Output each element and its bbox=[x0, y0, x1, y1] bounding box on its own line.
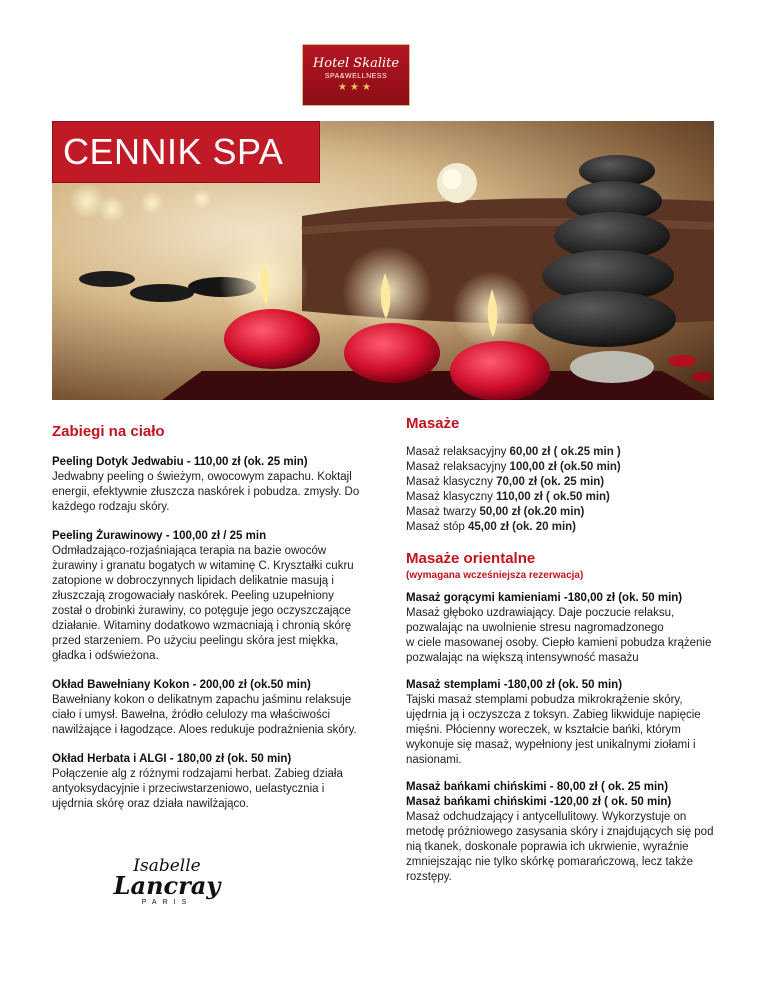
item-desc-line: rozstępy. bbox=[406, 871, 452, 883]
massage-name: Masaż twarzy bbox=[406, 506, 480, 518]
massage-name: Masaż relaksacyjny bbox=[406, 446, 510, 458]
massages-section bbox=[406, 416, 726, 885]
item-desc-line: działanie. Witaminy dodatkowo wzmacniają i chronią skórę bbox=[52, 620, 352, 632]
item-desc-line: nasionami. bbox=[406, 754, 462, 766]
item-desc-line: energii, efektywnie złuszcza naskórek i pobudza. zmysły. Do bbox=[52, 486, 360, 498]
item-desc-line: Połączenie alg z różnymi rodzajami herbat. Zabieg działa bbox=[52, 768, 343, 780]
brand-line-1: Isabelle bbox=[133, 856, 201, 876]
massage-price-line bbox=[406, 520, 726, 535]
item-title: Peeling Żurawinowy - 100,00 zł / 25 min bbox=[52, 530, 267, 542]
item-desc-line: wykonuje się masaż, wypełniony jest unikalnymi ziołami i bbox=[406, 739, 696, 751]
item-desc-line: antyoksydacyjnie i przeciwstarzeniowo, uelastycznia i bbox=[52, 783, 325, 795]
brand-line-2: Lancray bbox=[113, 871, 221, 900]
logo-name: Hotel Skalite bbox=[312, 56, 400, 71]
item-desc-line: Masaż odchudzający i antycellulitowy. Wykorzystuje on bbox=[406, 811, 687, 823]
isabelle-lancray-logo bbox=[112, 858, 222, 910]
item-desc-line: zatopione w dobroczynnych lipidach delikatnie masują i bbox=[52, 575, 334, 587]
massage-price: 110,00 zł ( ok.50 min) bbox=[496, 491, 610, 503]
brand-line-3: PARIS bbox=[141, 899, 193, 906]
massage-price: 45,00 zł (ok. 20 min) bbox=[468, 521, 577, 533]
item-desc-line: został o drobinki żurawiny, co potęguje jego oczyszczające bbox=[52, 605, 351, 617]
massage-price: 60,00 zł ( ok.25 min ) bbox=[509, 446, 621, 458]
item-desc-line: ciało i umysł. Bawełna, źródło celulozy ma właściwości bbox=[52, 709, 331, 721]
item-desc-line: gładka i odświeżona. bbox=[52, 650, 159, 662]
item-desc-line: żurawiny i granatu bogatych w witaminę C. Kryształki cukru bbox=[52, 560, 354, 572]
page-title: CENNIK SPA bbox=[63, 131, 284, 172]
massage-price-line bbox=[406, 445, 726, 460]
massage-price: 100,00 zł (ok.50 min) bbox=[509, 461, 621, 473]
item-desc-line: metodę próżniowego zasysania skóry i znajdujących się pod bbox=[406, 826, 714, 838]
item-desc-line: zmniejszając nie tylko skórkę pomarańczową, lecz także bbox=[406, 856, 693, 868]
item-desc-line: Jedwabny peeling o świeżym, owocowym zapachu. Koktajl bbox=[52, 471, 352, 483]
reservation-note: (wymagana wcześniejsza rezerwacja) bbox=[406, 570, 584, 581]
item-desc-line: nawilżające i łagodzące. Aloes redukuje podrażnienia skóry. bbox=[52, 724, 357, 736]
item-desc-line: pozwalając na uwolnienie stresu nagromadzonego bbox=[406, 622, 664, 634]
item-title: Masaż bańkami chińskimi - 80,00 zł ( ok. 25 min) bbox=[406, 781, 669, 793]
item-desc-line: Bawełniany kokon o delikatnym zapachu jaśminu relaksuje bbox=[52, 694, 352, 706]
item-desc-line: każdego rodzaju skóry. bbox=[52, 501, 170, 513]
item-desc-line: przed starzeniem. Po użyciu peelingu skóra jest miękka, bbox=[52, 635, 339, 647]
item-desc-line: Masaż głęboko uzdrawiający. Daje poczucie relaksu, bbox=[406, 607, 675, 619]
section-heading-oriental: Masaże orientalne bbox=[406, 550, 536, 567]
item-desc-line: ujędrnia ją i oczyszcza z toksyn. Zabieg likwiduje napięcie bbox=[406, 709, 701, 721]
massage-price: 50,00 zł (ok.20 min) bbox=[479, 506, 585, 518]
hotel-logo bbox=[302, 44, 410, 106]
logo-stars: ★★★ bbox=[338, 82, 374, 93]
massage-price-line bbox=[406, 475, 726, 490]
massage-price-line bbox=[406, 460, 726, 475]
item-desc-line: nią tkanek, doskonale poprawia ich ukrwienie, wyraźnie bbox=[406, 841, 689, 853]
section-heading-massages: Masaże bbox=[406, 415, 460, 432]
massage-name: Masaż relaksacyjny bbox=[406, 461, 510, 473]
page-title-box bbox=[52, 121, 320, 183]
item-title: Masaż bańkami chińskimi -120,00 zł ( ok. 50 min) bbox=[406, 796, 672, 808]
item-title: Masaż gorącymi kamieniami -180,00 zł (ok. 50 min) bbox=[406, 592, 683, 604]
massage-name: Masaż klasyczny bbox=[406, 491, 497, 503]
item-title: Masaż stemplami -180,00 zł (ok. 50 min) bbox=[406, 679, 623, 691]
section-heading-body: Zabiegi na ciało bbox=[52, 423, 165, 440]
item-desc-line: pozwalając na większą intensywność masażu bbox=[406, 652, 639, 664]
massage-name: Masaż stóp bbox=[406, 521, 468, 533]
item-desc-line: złuszczają zrogowaciały naskórek. Peeling uzupełniony bbox=[52, 590, 334, 602]
massage-name: Masaż klasyczny bbox=[406, 476, 497, 488]
item-desc-line: Odmładzająco-rozjaśniająca terapia na bazie owoców bbox=[52, 545, 327, 557]
item-title: Peeling Dotyk Jedwabiu - 110,00 zł (ok. 25 min) bbox=[52, 456, 308, 468]
item-title: Okład Herbata i ALGI - 180,00 zł (ok. 50 min) bbox=[52, 753, 292, 765]
massage-price-line bbox=[406, 490, 726, 505]
logo-subtitle: SPA&WELLNESS bbox=[324, 73, 388, 80]
item-title: Okład Bawełniany Kokon - 200,00 zł (ok.50 min) bbox=[52, 679, 311, 691]
massage-price: 70,00 zł (ok. 25 min) bbox=[496, 476, 605, 488]
item-desc-line: w ciele masowanej osoby. Ciepło kamieni pobudza krążenie bbox=[406, 637, 712, 649]
item-desc-line: mięśni. Płócienny woreczek, w kształcie bańki, którym bbox=[406, 724, 681, 736]
massage-price-line bbox=[406, 505, 726, 520]
item-desc-line: ujędrnia skórę oraz działa nawilżająco. bbox=[52, 798, 249, 810]
body-treatments-section bbox=[52, 424, 370, 812]
item-desc-line: Tajski masaż stemplami pobudza mikrokrążenie skóry, bbox=[406, 694, 683, 706]
